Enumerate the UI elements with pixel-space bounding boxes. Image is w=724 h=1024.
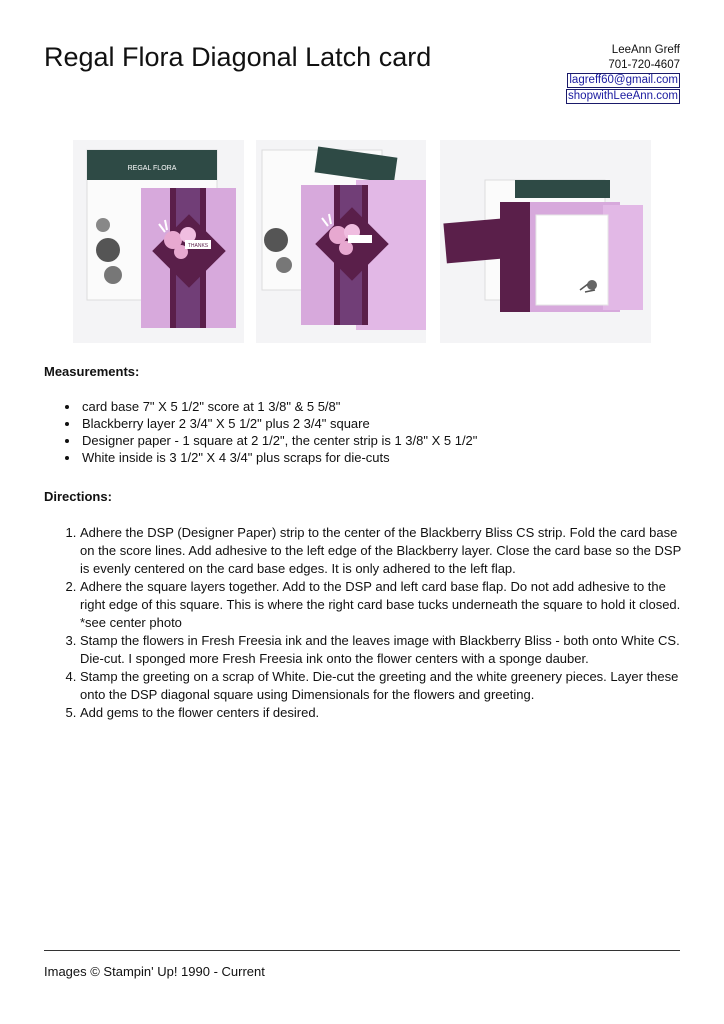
website-link[interactable]: shopwithLeeAnn.com xyxy=(568,90,678,102)
list-item: 5. Add gems to the flower centers if desired. xyxy=(80,704,688,722)
contact-name: LeeAnn Greff xyxy=(611,44,680,56)
list-item: • White inside is 3 1/2" X 4 3/4" plus scraps for die-cuts xyxy=(80,449,700,466)
document-title: Regal Flora Diagonal Latch card xyxy=(44,42,432,72)
measurements-heading: Measurements: xyxy=(44,364,140,379)
photo-card-latch xyxy=(256,140,426,343)
contact-phone: 701-720-4607 xyxy=(608,59,680,71)
list-item: • Designer paper - 1 square at 2 1/2", the center strip is 1 3/8" X 5 1/2" xyxy=(80,432,700,449)
photo-card-front xyxy=(73,140,244,343)
photo-card-inside xyxy=(440,140,651,343)
list-item: • Blackberry layer 2 3/4" X 5 1/2" plus 2 3/4" square xyxy=(80,415,700,432)
footer-copyright: Images © Stampin' Up! 1990 - Current xyxy=(44,964,265,979)
list-item: 1. Adhere the DSP (Designer Paper) strip to the center of the Blackberry Bliss CS strip. Fold the card base on the score lines. Add adhesive to the left edge of the Blackberry layer. Close the card base so the DSP is evenly centered on the card base edges. It is only adhered to the left flap. xyxy=(80,524,688,578)
footer-divider xyxy=(44,950,680,951)
directions-heading: Directions: xyxy=(44,489,112,504)
card-photos xyxy=(73,140,651,343)
list-item: 3. Stamp the flowers in Fresh Freesia ink and the leaves image with Blackberry Bliss - both onto White CS. Die-cut. I sponged more Fresh Freesia ink onto the flower centers with a sponge dauber. xyxy=(80,632,688,668)
list-item: 4. Stamp the greeting on a scrap of White. Die-cut the greeting and the white greenery pieces. Layer these onto the DSP diagonal square using Dimensionals for the flowers and greeting. xyxy=(80,668,688,704)
list-item: • card base 7" X 5 1/2" score at 1 3/8" & 5 5/8" xyxy=(80,398,700,415)
directions-list xyxy=(44,524,688,722)
list-item: 2. Adhere the square layers together. Add to the DSP and left card base flap. Do not add adhesive to the right edge of this square. This is where the right card base tucks underneath the square to hold it closed. *see center photo xyxy=(80,578,688,632)
contact-block xyxy=(566,43,680,105)
email-link[interactable]: lagreff60@gmail.com xyxy=(569,74,678,86)
package-title-text: REGAL FLORA xyxy=(127,165,177,172)
greeting-text-1: THANKS xyxy=(187,243,209,249)
measurements-list xyxy=(44,398,700,466)
